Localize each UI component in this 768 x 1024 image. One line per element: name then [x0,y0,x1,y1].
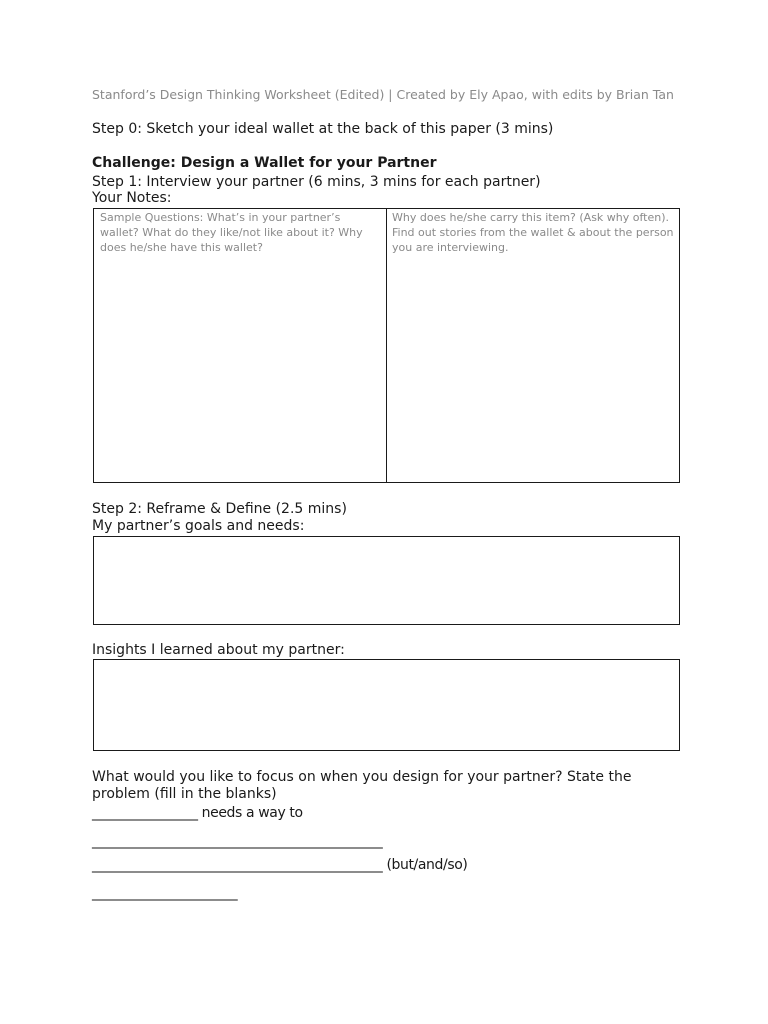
interview-notes-table [93,208,680,483]
fill-blank-4[interactable]: ______________________ [92,885,238,901]
right-notes-cell[interactable] [392,210,676,255]
goals-label: My partner’s goals and needs: [92,518,305,534]
table-divider [386,209,387,482]
goals-box[interactable] [93,536,680,625]
problem-prompt-line2: problem (fill in the blanks) [92,786,277,802]
fill-blank-2[interactable]: ____________________________________________ [92,833,383,849]
worksheet-credit: Stanford’s Design Thinking Worksheet (Edited) | Created by Ely Apao, with edits by Brian Tan [92,87,674,102]
challenge-title: Challenge: Design a Wallet for your Partner [92,155,437,171]
notes-label: Your Notes: [92,190,172,206]
insights-box[interactable] [93,659,680,751]
step1-title: Step 1: Interview your partner (6 mins, 3 mins for each partner) [92,174,541,190]
step0-instruction: Step 0: Sketch your ideal wallet at the back of this paper (3 mins) [92,121,554,137]
left-notes-cell[interactable] [100,210,380,255]
fill-blank-3[interactable]: ____________________________________________ (but/and/so) [92,857,468,873]
why-carry-hint: Why does he/she carry this item? (Ask why often). Find out stories from the wallet & about the person you are interviewing. [392,211,674,254]
problem-prompt-line1: What would you like to focus on when you design for your partner? State the [92,769,632,785]
step2-title: Step 2: Reframe & Define (2.5 mins) [92,501,347,517]
insights-label: Insights I learned about my partner: [92,642,345,658]
sample-questions-hint: Sample Questions: What’s in your partner’s wallet? What do they like/not like about it? Why does he/she have this wallet? [100,211,363,254]
fill-blank-1[interactable]: ________________ needs a way to [92,805,303,821]
